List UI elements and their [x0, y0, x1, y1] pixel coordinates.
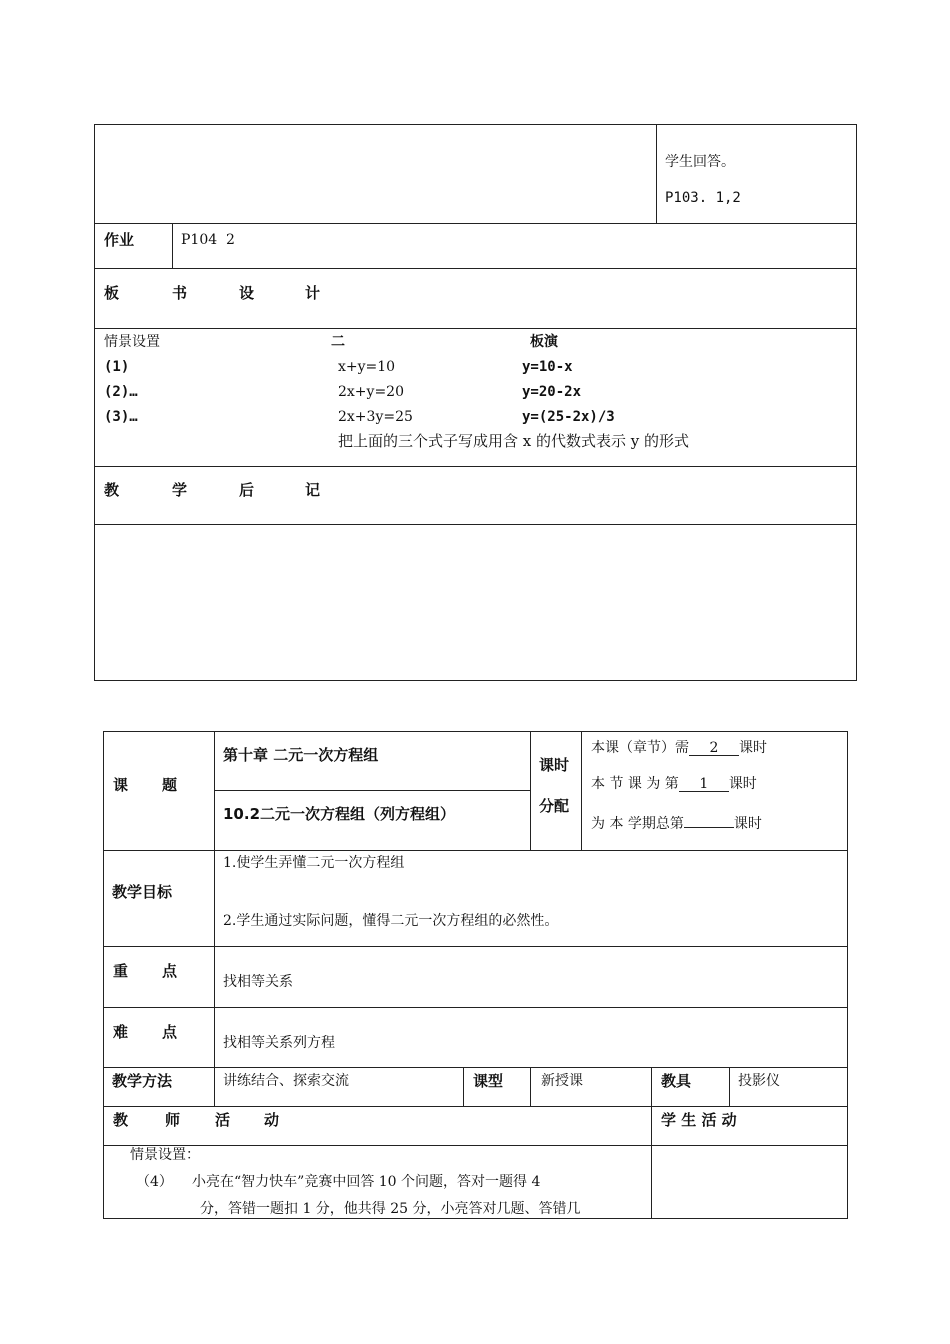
homework-value: P104 2 — [181, 232, 235, 248]
student-answer-text: 学生回答。 — [665, 154, 735, 170]
table-1-rule — [94, 466, 857, 467]
board-design-char: 设 — [239, 284, 255, 302]
objective-item: 1.使学生弄懂二元一次方程组 — [223, 855, 405, 871]
board-design-char: 计 — [305, 284, 321, 302]
teacher-activity-char: 活 — [215, 1111, 231, 1129]
board-equation: 2x+y=20 — [338, 384, 404, 400]
hours-label: 课时 — [539, 756, 570, 774]
difficulty: 找相等关系列方程 — [223, 1035, 335, 1051]
problem-text: 小亮在“智力快车”竞赛中回答 10 个问题，答对一题得 4 — [192, 1174, 541, 1190]
hours-line — [591, 813, 762, 831]
board-item: (2)… — [104, 384, 138, 400]
problem-text: 分，答错一题扣 1 分，他共得 25 分，小亮答对几题、答错几 — [200, 1201, 581, 1217]
table-2-rule — [103, 1106, 848, 1107]
student-answer-pages: P103. 1,2 — [665, 190, 741, 206]
objective-item: 2.学生通过实际问题，懂得二元一次方程组的必然性。 — [223, 913, 559, 929]
teacher-activity-char: 动 — [264, 1111, 280, 1129]
student-activity-header: 学 生 活 动 — [661, 1111, 737, 1129]
table-2-rule — [463, 1067, 464, 1106]
hours-line — [591, 741, 767, 756]
table-2-rule — [214, 790, 530, 791]
homework-label: 作业 — [104, 231, 135, 249]
teacher-activity-char: 师 — [165, 1111, 181, 1129]
chapter-title: 第十章 二元一次方程组 — [223, 746, 379, 764]
board-solution: y=20-2x — [522, 384, 582, 400]
objectives-label: 教学目标 — [112, 883, 173, 901]
board-note: 把上面的三个式子写成用含 x 的代数式表示 y 的形式 — [338, 432, 690, 450]
table-1-rule — [172, 223, 173, 268]
hours-value: 1 — [679, 777, 729, 792]
teacher-activity-char: 教 — [113, 1111, 129, 1129]
hours-text: 课时 — [733, 816, 762, 832]
postscript-char: 教 — [104, 481, 120, 499]
postscript-char: 后 — [239, 481, 255, 499]
tools: 投影仪 — [738, 1073, 780, 1089]
table-2-rule — [651, 1067, 652, 1219]
difficulty-label-char: 难 — [113, 1023, 129, 1041]
topic-label-char: 题 — [162, 776, 178, 794]
lesson-type: 新授课 — [541, 1073, 583, 1089]
board-item: (1) — [104, 359, 130, 375]
method-label: 教学方法 — [112, 1072, 173, 1090]
postscript-char: 学 — [172, 481, 188, 499]
board-equation: 2x+3y=25 — [338, 409, 413, 425]
hours-value — [684, 813, 734, 828]
method: 讲练结合、探索交流 — [223, 1073, 349, 1089]
hours-text: 为 本 学期总第 — [591, 816, 684, 832]
difficulty-label-char: 点 — [162, 1023, 178, 1041]
table-2-rule — [214, 731, 215, 1106]
tools-label: 教具 — [661, 1072, 692, 1090]
board-col2-header: 二 — [331, 334, 345, 350]
key-label-char: 点 — [162, 962, 178, 980]
table-1-rule — [94, 268, 857, 269]
board-design-char: 板 — [104, 284, 120, 302]
section-title: 10.2二元一次方程组（列方程组） — [223, 805, 456, 823]
table-1-rule — [94, 328, 857, 329]
problem-number: （4） — [136, 1174, 173, 1190]
board-solution: y=10-x — [522, 359, 573, 375]
board-solution: y=(25-2x)/3 — [522, 409, 615, 425]
table-1-rule — [94, 524, 857, 525]
table-2-rule — [530, 1067, 531, 1106]
hours-line — [591, 777, 757, 792]
key-point: 找相等关系 — [223, 974, 293, 990]
hours-text: 课时 — [728, 776, 757, 792]
hours-text: 本 节 课 为 第 — [591, 776, 679, 792]
table-1-border — [94, 124, 857, 681]
hours-value: 2 — [689, 741, 739, 756]
scene-label: 情景设置 — [104, 334, 160, 350]
board-item: (3)… — [104, 409, 138, 425]
hours-text: 课时 — [739, 740, 767, 756]
table-2-rule — [581, 731, 582, 850]
key-label-char: 重 — [113, 962, 129, 980]
lesson-type-label: 课型 — [473, 1072, 504, 1090]
hours-text: 本课（章节）需 — [591, 740, 689, 756]
table-2-rule — [729, 1067, 730, 1106]
board-design-char: 书 — [172, 284, 188, 302]
table-1-rule — [656, 124, 657, 223]
postscript-char: 记 — [305, 481, 321, 499]
table-2-rule — [530, 731, 531, 850]
topic-label-char: 课 — [113, 776, 129, 794]
board-equation: x+y=10 — [338, 359, 396, 375]
hours-label: 分配 — [539, 797, 570, 815]
board-col3-header: 板演 — [530, 334, 558, 350]
scene-label-2: 情景设置： — [130, 1147, 200, 1163]
table-1-rule — [94, 223, 857, 224]
table-2-rule — [103, 1145, 848, 1146]
